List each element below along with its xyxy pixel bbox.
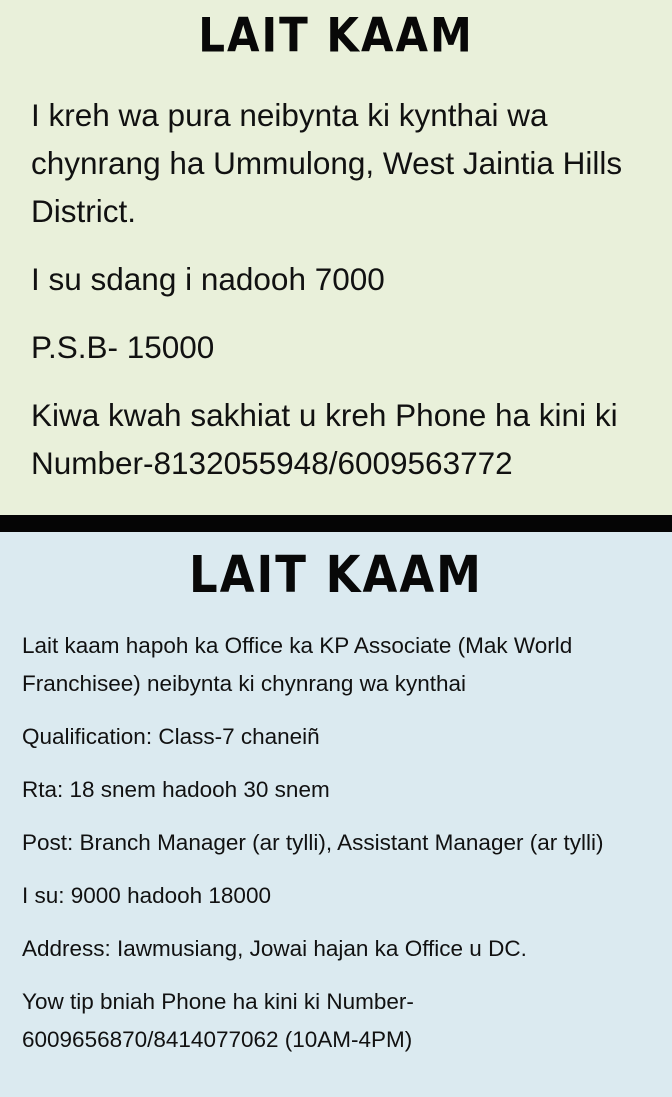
top-notice-body xyxy=(31,91,661,507)
bottom-notice-age-paragraph: Rta: 18 snem hadooh 30 snem xyxy=(22,777,330,802)
bottom-notice-address-paragraph: Address: Iawmusiang, Jowai hajan ka Office u DC. xyxy=(22,936,527,961)
top-notice-psb-paragraph: P.S.B- 15000 xyxy=(31,329,215,365)
bottom-notice-contact-paragraph: Yow tip bniah Phone ha kini ki Number-6009656870/8414077062 (10AM-4PM) xyxy=(22,989,414,1052)
top-notice-location-paragraph: I kreh wa pura neibynta ki kynthai wa chynrang ha Ummulong, West Jaintia Hills District. xyxy=(31,97,623,229)
bottom-notice-title: LAIT KAAM xyxy=(189,544,483,605)
top-notice-contact-paragraph: Kiwa kwah sakhiat u kreh Phone ha kini ki Number-8132055948/6009563772 xyxy=(31,397,618,481)
top-notice-panel xyxy=(0,0,672,515)
bottom-notice-intro-paragraph: Lait kaam hapoh ka Office ka KP Associate (Mak World Franchisee) neibynta ki chynrang wa kynthai xyxy=(22,633,573,696)
top-notice-title: LAIT KAAM xyxy=(198,8,474,63)
bottom-notice-salary-paragraph: I su: 9000 hadooh 18000 xyxy=(22,883,271,908)
bottom-notice-panel xyxy=(0,532,672,1097)
section-divider xyxy=(0,515,672,532)
bottom-notice-body xyxy=(22,627,662,1074)
bottom-notice-qualification-paragraph: Qualification: Class-7 chaneiñ xyxy=(22,724,320,749)
top-notice-salary-paragraph: I su sdang i nadooh 7000 xyxy=(31,261,385,297)
bottom-notice-post-paragraph: Post: Branch Manager (ar tylli), Assistant Manager (ar tylli) xyxy=(22,830,604,855)
